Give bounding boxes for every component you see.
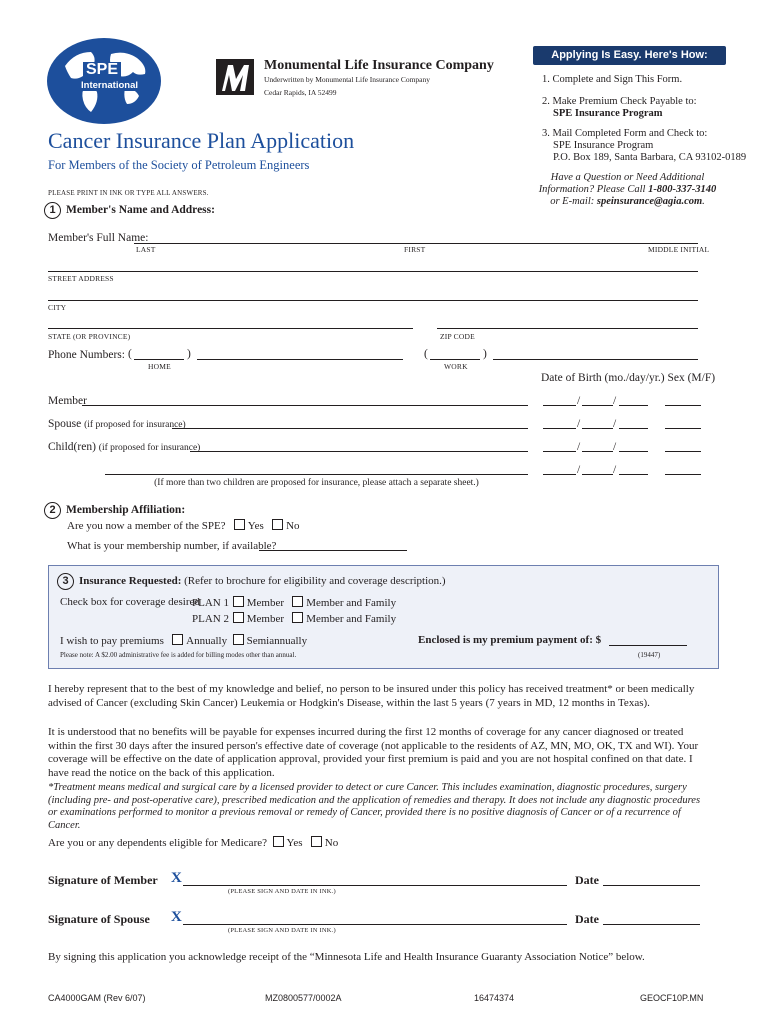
question-text2: Information? Please Call (538, 184, 649, 195)
spe-member-no-label: No (286, 520, 300, 532)
home-area-code-field[interactable] (134, 359, 184, 360)
child1-dob-month[interactable] (543, 451, 576, 452)
annually-checkbox[interactable] (172, 634, 183, 645)
member-sign-note: (PLEASE SIGN AND DATE IN INK.) (228, 888, 336, 895)
spouse-dob-day[interactable] (582, 428, 613, 429)
member-sex-field[interactable] (665, 405, 701, 406)
home-phone-field[interactable] (197, 359, 403, 360)
section2-heading (44, 502, 185, 519)
children-label-text: Child(ren) (48, 441, 96, 453)
child2-dob-day[interactable] (582, 474, 613, 475)
member-label: Member (48, 395, 87, 407)
footer-code-1: CA4000GAM (Rev 6/07) (48, 993, 146, 1003)
city-field[interactable] (48, 300, 698, 301)
howto-step1: 1. Complete and Sign This Form. (542, 74, 683, 85)
plan1-member-checkbox[interactable] (233, 596, 244, 607)
logo-subtext: International (81, 80, 139, 91)
member-dob-year[interactable] (619, 405, 648, 406)
membership-number-label: What is your membership number, if available? (67, 540, 277, 552)
child2-dob-month[interactable] (543, 474, 576, 475)
child1-dob-slash1: / (577, 441, 581, 453)
member-date-label: Date (575, 873, 599, 887)
spouse-dob-year[interactable] (619, 428, 648, 429)
howto-step3c: P.O. Box 189, Santa Barbara, CA 93102-0189 (553, 152, 747, 163)
child2-dob-slash1: / (577, 464, 581, 476)
member-signature-field[interactable] (183, 885, 567, 886)
city-label: CITY (48, 303, 67, 312)
howto-question (520, 172, 735, 208)
semiannually-label: Semiannually (246, 635, 308, 647)
howto-step3b: SPE Insurance Program (553, 140, 654, 151)
medicare-yes-label: Yes (286, 837, 303, 849)
spouse-dob-slash1: / (577, 418, 581, 430)
child1-name-field[interactable] (190, 451, 528, 452)
work-area-code-field[interactable] (430, 359, 480, 360)
footer-code-4: GEOCF10P.MN (640, 993, 704, 1003)
spe-member-question (67, 519, 300, 532)
section3-title: Insurance Requested: (79, 575, 182, 588)
child2-sex-field[interactable] (665, 474, 701, 475)
state-label: STATE (OR PROVINCE) (48, 332, 131, 341)
benefits-paragraph: It is understood that no benefits will be payable for expenses incurred during the first 12 months of coverage for any cancer diagnosed or treated within the first 30 days after the insured person's effective date of coverage (not applicable to the residents of AZ, MN, MO, OK, TX and WI). Your coverage will be effective on the date of application approval, provided your first premium is paid and you are not hospital confined on that date. I have read the notice on the back of this application. (48, 726, 699, 779)
member-dob-slash2: / (613, 395, 617, 407)
section2-number: 2 (44, 502, 61, 519)
child1-dob-slash2: / (613, 441, 617, 453)
medicare-no-label: No (324, 837, 339, 849)
plan2-row (192, 612, 396, 625)
question-line2 (520, 184, 735, 196)
plan2-family-label: Member and Family (306, 613, 397, 625)
zip-label: ZIP CODE (440, 332, 475, 341)
howto-step2b: SPE Insurance Program (553, 108, 663, 119)
phone-label: Phone Numbers: (48, 349, 125, 361)
spouse-signature-label: Signature of Spouse (48, 912, 150, 926)
children-label (48, 441, 200, 453)
plan1-member-label: Member (246, 597, 285, 609)
child1-dob-day[interactable] (582, 451, 613, 452)
zip-field[interactable] (437, 328, 698, 329)
plan1-row (192, 596, 396, 609)
plan2-label: PLAN 2 (192, 613, 229, 625)
premium-amount-field[interactable] (609, 645, 687, 646)
treatment-definition: *Treatment means medical and surgical care by a licensed provider to detect or cure Cancer. This includes examination, diagnostic procedures, surgery (including pre- and post-operative care), prescribed medication and the application of remedies and therapy. It does not include any diagnostic procedures or examinations performed to monitor a previous removal or remedy of Cancer, provided there is no positive diagnosis of Cancer or of a recurrence of Cancer. (48, 782, 701, 831)
form-code: (19447) (638, 651, 661, 659)
home-paren-close: ) (187, 348, 191, 360)
full-name-field[interactable] (134, 243, 698, 244)
home-paren-open: ( (128, 348, 132, 360)
work-paren-close: ) (483, 348, 487, 360)
howto-step3: 3. Mail Completed Form and Check to: (542, 128, 708, 139)
child1-sex-field[interactable] (665, 451, 701, 452)
middle-label: MIDDLE INITIAL (648, 245, 710, 254)
spouse-sex-field[interactable] (665, 428, 701, 429)
child2-dob-year[interactable] (619, 474, 648, 475)
spe-member-yes-label: Yes (247, 520, 264, 532)
monumental-m-icon (214, 57, 256, 97)
question-line1: Have a Question or Need Additional (550, 172, 705, 183)
plan2-family-checkbox[interactable] (292, 612, 303, 623)
medicare-question (48, 836, 338, 849)
spe-member-no-checkbox[interactable] (272, 519, 283, 530)
plan2-member-checkbox[interactable] (233, 612, 244, 623)
plan1-family-checkbox[interactable] (292, 596, 303, 607)
question-period: . (702, 196, 705, 207)
pay-premiums-label: I wish to pay premiums (60, 635, 164, 647)
company-city: Cedar Rapids, IA 52499 (264, 88, 337, 97)
footer-code-2: MZ0800577/0002A (265, 993, 342, 1003)
howto-banner: Applying Is Easy. Here's How: (533, 46, 726, 65)
plan2-member-label: Member (246, 613, 285, 625)
email-link[interactable]: speinsurance@agia.com (596, 196, 703, 207)
spouse-label-text: Spouse (48, 418, 82, 430)
dob-sex-header: Date of Birth (mo./day/yr.) Sex (M/F) (541, 372, 716, 384)
child2-dob-slash2: / (613, 464, 617, 476)
section1-number: 1 (44, 202, 61, 219)
work-label: WORK (444, 362, 468, 371)
home-label: HOME (148, 362, 171, 371)
section3-number: 3 (57, 573, 74, 590)
attestation-paragraph: I hereby represent that to the best of my knowledge and belief, no person to be insured under this policy has received treatment* or been medically advised of Cancer (excluding Skin Cancer) Leukemia or Hodgkin's Disease, within the last 5 years (7 years in MD, 12 months in Texas). (48, 683, 695, 709)
medicare-yes-checkbox[interactable] (273, 836, 284, 847)
first-label: FIRST (404, 245, 426, 254)
acknowledgement: By signing this application you acknowledge receipt of the “Minnesota Life and Health Insurance Guaranty Association Notice” below. (48, 951, 645, 963)
membership-number-field[interactable] (259, 550, 407, 551)
phone-number[interactable]: 1-800-337-3140 (648, 184, 717, 195)
pay-premiums-row (60, 634, 307, 647)
spouse-date-label: Date (575, 912, 599, 926)
spouse-date-field[interactable] (603, 924, 700, 925)
page-title: Cancer Insurance Plan Application (48, 128, 355, 153)
member-dob-slash1: / (577, 395, 581, 407)
full-name-label: Member's Full Name: (48, 232, 149, 244)
section2-title: Membership Affiliation: (66, 504, 186, 517)
member-date-field[interactable] (603, 885, 700, 886)
member-signature-x: X (171, 870, 182, 886)
street-field[interactable] (48, 271, 698, 272)
street-label: STREET ADDRESS (48, 274, 114, 283)
state-field[interactable] (48, 328, 413, 329)
last-label: LAST (136, 245, 156, 254)
semiannually-checkbox[interactable] (233, 634, 244, 645)
howto-step2: 2. Make Premium Check Payable to: (542, 96, 697, 107)
spouse-signature-field[interactable] (183, 924, 567, 925)
work-paren-open: ( (424, 348, 428, 360)
print-note: PLEASE PRINT IN INK OR TYPE ALL ANSWERS. (48, 189, 209, 197)
enclosed-label: Enclosed is my premium payment of: $ (418, 634, 602, 646)
member-name-field[interactable] (82, 405, 528, 406)
annually-label: Annually (186, 635, 228, 647)
question-line3 (520, 196, 735, 208)
section3-heading (57, 573, 446, 590)
section3-note: (Refer to brochure for eligibility and coverage description.) (184, 575, 446, 588)
section1-title: Member's Name and Address: (66, 204, 215, 217)
footer-code-3: 16474374 (474, 993, 515, 1003)
spouse-note: (if proposed for insurance) (84, 420, 186, 430)
spouse-dob-slash2: / (613, 418, 617, 430)
member-signature-label: Signature of Member (48, 873, 158, 887)
work-phone-field[interactable] (493, 359, 698, 360)
monumental-logo (214, 57, 256, 97)
spouse-sign-note: (PLEASE SIGN AND DATE IN INK.) (228, 927, 336, 934)
spouse-dob-month[interactable] (543, 428, 576, 429)
logo-text: SPE (83, 62, 121, 78)
medicare-no-checkbox[interactable] (311, 836, 322, 847)
member-dob-month[interactable] (543, 405, 576, 406)
child1-dob-year[interactable] (619, 451, 648, 452)
children-note: (if proposed for insurance) (98, 443, 201, 453)
spouse-name-field[interactable] (172, 428, 528, 429)
section1-heading (44, 202, 215, 219)
plan1-family-label: Member and Family (306, 597, 397, 609)
child2-name-field[interactable] (105, 474, 528, 475)
member-dob-day[interactable] (582, 405, 613, 406)
medicare-question-text: Are you or any dependents eligible for Medicare? (48, 837, 267, 849)
spe-member-yes-checkbox[interactable] (234, 519, 245, 530)
page-subtitle: For Members of the Society of Petroleum Engineers (48, 158, 310, 172)
spe-member-question-text: Are you now a member of the SPE? (67, 520, 226, 532)
children-footnote: (If more than two children are proposed for insurance, please attach a separate sheet.) (154, 478, 479, 488)
underwritten-line: Underwritten by Monumental Life Insurance Company (264, 75, 430, 84)
spe-logo (45, 36, 163, 126)
spouse-signature-x: X (171, 909, 182, 925)
company-name: Monumental Life Insurance Company (264, 58, 494, 73)
plan1-label: PLAN 1 (192, 597, 229, 609)
fee-note: Please note: A $2.00 administrative fee is added for billing modes other than annual. (60, 651, 297, 659)
spouse-label (48, 418, 186, 430)
coverage-check-label: Check box for coverage desired (60, 596, 200, 608)
question-text3: or E-mail: (550, 196, 597, 207)
